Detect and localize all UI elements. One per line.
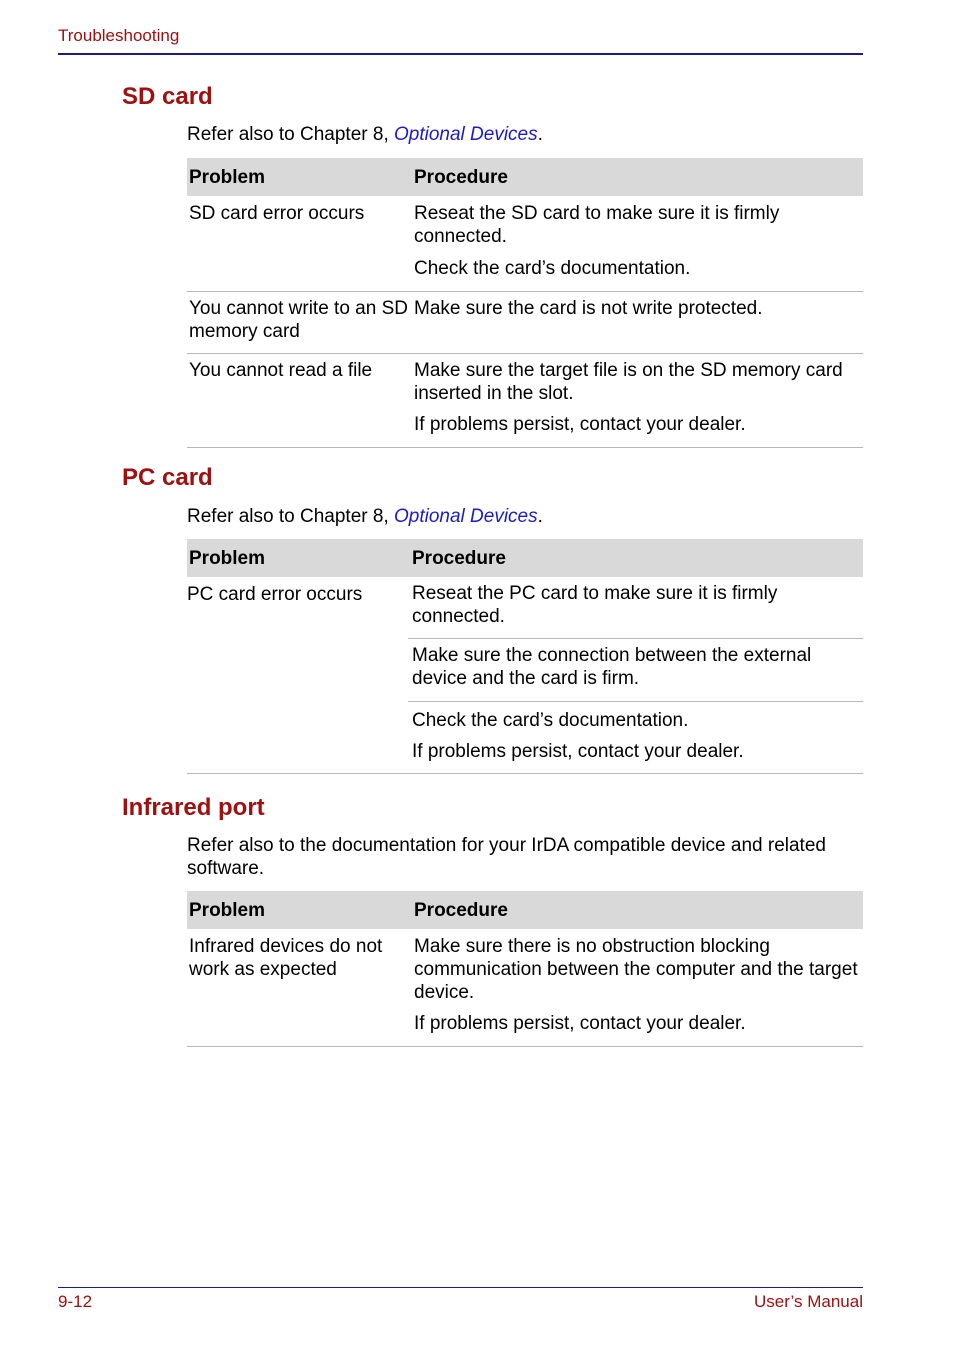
procedure-text: Reseat the SD card to make sure it is firmly connected. (414, 203, 780, 247)
procedure-block (408, 577, 863, 639)
header-rule (58, 53, 863, 55)
refer-suffix: . (537, 124, 543, 145)
page-number: 9-12 (58, 1292, 93, 1311)
infrared-table (187, 891, 863, 1047)
procedure-cell (410, 292, 863, 354)
procedure-cell (410, 196, 863, 292)
procedure-text: If problems persist, contact your dealer. (412, 741, 744, 762)
column-header-procedure: Procedure (410, 158, 863, 196)
procedure-text: Check the card’s documentation. (414, 258, 691, 279)
optional-devices-link[interactable]: Optional Devices (394, 506, 538, 527)
procedure-text: Check the card’s documentation. (412, 710, 689, 731)
refer-prefix: Refer also to Chapter 8, (187, 124, 394, 145)
table-row (187, 292, 863, 354)
table-header-row (187, 891, 863, 929)
procedure-cell (408, 577, 863, 774)
problem-cell: You cannot read a file (187, 354, 410, 448)
refer-note-pc-card (187, 505, 847, 528)
refer-note-sd-card (187, 123, 847, 146)
procedure-text: Make sure the target file is on the SD memory card inserted in the slot. (414, 360, 843, 404)
column-header-problem: Problem (187, 539, 408, 577)
manual-name: User’s Manual (754, 1292, 863, 1311)
pc-card-table (187, 539, 863, 774)
section-title-pc-card: PC card (122, 464, 213, 491)
refer-suffix: . (537, 506, 543, 527)
problem-cell: Infrared devices do not work as expected (187, 929, 410, 1047)
procedure-cell (410, 354, 863, 448)
column-header-problem: Problem (187, 891, 410, 929)
column-header-procedure: Procedure (408, 539, 863, 577)
procedure-text: Make sure the connection between the external device and the card is firm. (412, 645, 812, 689)
procedure-text: Make sure the card is not write protected. (414, 298, 763, 319)
table-header-row (187, 539, 863, 577)
refer-prefix: Refer also to Chapter 8, (187, 506, 394, 527)
section-title-sd-card: SD card (122, 83, 213, 110)
running-header: Troubleshooting (58, 26, 180, 45)
table-row (187, 196, 863, 292)
procedure-text: If problems persist, contact your dealer. (414, 414, 746, 435)
column-header-procedure: Procedure (410, 891, 863, 929)
procedure-text: Make sure there is no obstruction blocking communication between the computer and the target device. (414, 936, 858, 1003)
section-title-infrared-port: Infrared port (122, 794, 265, 821)
refer-note-infrared: Refer also to the documentation for your IrDA compatible device and related software. (187, 835, 826, 879)
procedure-block (408, 639, 863, 702)
table-row (187, 577, 863, 774)
procedure-text: Reseat the PC card to make sure it is firmly connected. (412, 583, 778, 627)
table-row (187, 354, 863, 448)
procedure-block (408, 702, 863, 773)
procedure-cell (410, 929, 863, 1047)
sd-card-table (187, 158, 863, 448)
problem-cell: SD card error occurs (187, 196, 410, 292)
table-header-row (187, 158, 863, 196)
column-header-problem: Problem (187, 158, 410, 196)
problem-cell: You cannot write to an SD memory card (187, 292, 410, 354)
optional-devices-link[interactable]: Optional Devices (394, 124, 538, 145)
table-row (187, 929, 863, 1047)
footer-rule (58, 1287, 863, 1288)
procedure-text: If problems persist, contact your dealer. (414, 1013, 746, 1034)
problem-cell: PC card error occurs (187, 577, 408, 774)
